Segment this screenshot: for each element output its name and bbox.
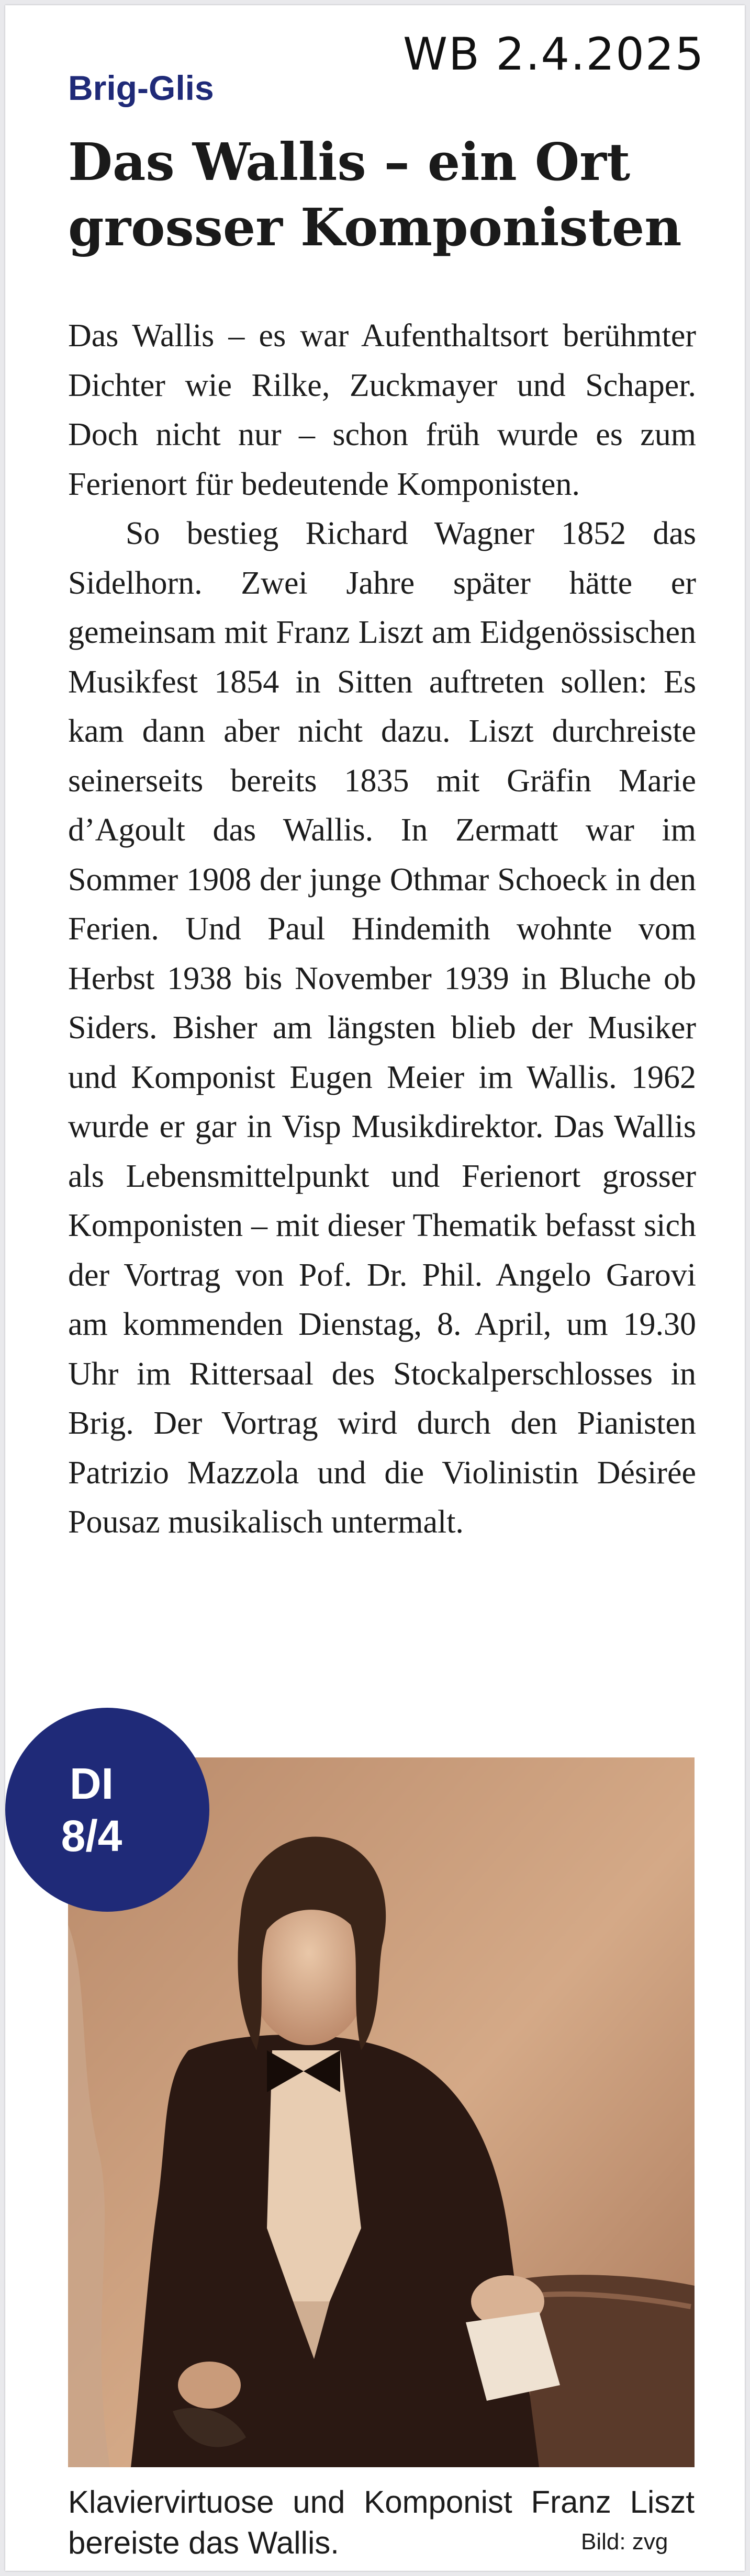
photo-credit: Bild: zvg — [581, 2529, 668, 2555]
date-badge — [5, 1708, 209, 1912]
date-badge-date: 8/4 — [61, 1811, 122, 1860]
date-badge-day: DI — [70, 1759, 114, 1808]
photo-caption-text: Klaviervirtuose und Komponist Franz Liszt bereiste das Wallis. — [68, 2484, 695, 2560]
article-paragraph: So bestieg Richard Wagner 1852 das Sidelhorn. Zwei Jahre später hätte er gemeinsam mit Franz Liszt am Eidgenössischen Musikfest 1854 in Sitten auftreten sollen: Es kam dann aber nicht dazu. Liszt durchreiste seinerseits bereits 1835 mit Gräfin Marie d’Agoult das Wallis. In Zermatt war im Sommer 1908 der junge Othmar Schoeck in den Ferien. Und Paul Hindemith wohnte vom Herbst 1938 bis November 1939 in Bluche ob Siders. Bisher am längsten blieb der Musiker und Komponist Eugen Meier im Wallis. 1962 wurde er gar in Visp Musikdirektor. Das Wallis als Lebensmittelpunkt und Ferienort grosser Komponisten – mit dieser Thematik befasst sich der Vortrag von Pof. Dr. Phil. Angelo Garovi am kommenden Dienstag, 8. April, um 19.30 Uhr im Rittersaal des Stockalperschlosses in Brig. Der Vortrag wird durch den Pianisten Patrizio Mazzola und die Violinistin Désirée Pousaz musikalisch untermalt. — [68, 516, 696, 1540]
article-body — [68, 311, 696, 1547]
handwritten-date-note: WB 2.4.2025 — [403, 28, 705, 81]
article-paragraph: Das Wallis – es war Aufenthaltsort berühmter Dichter wie Rilke, Zuckmayer und Schaper. Doch nicht nur – schon früh wurde es zum Ferienort für bedeutende Komponisten. — [68, 318, 696, 502]
article-headline: Das Wallis – ein Ort grosser Komponisten — [68, 132, 682, 258]
newspaper-clipping — [5, 5, 745, 2571]
section-kicker: Brig-Glis — [68, 69, 214, 107]
